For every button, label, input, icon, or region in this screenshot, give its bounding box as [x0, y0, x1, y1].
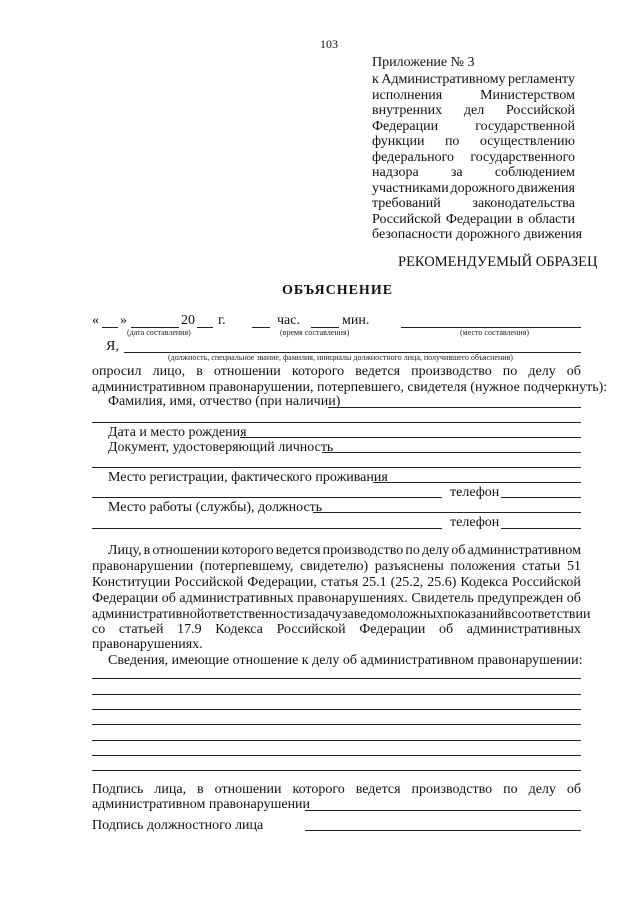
word: в [504, 607, 512, 622]
appendix-word: по [444, 134, 460, 149]
intro-line-1 [92, 364, 581, 380]
document-title: ОБЪЯСНЕНИЕ [282, 283, 394, 298]
word: ложных [396, 607, 444, 622]
intro-line-2: административном правонарушении, потерпевшего, свидетеля (нужное подчеркнуть): [92, 380, 608, 395]
word: административном [467, 543, 581, 558]
ya-label: Я, [106, 339, 119, 354]
word: лица, [154, 782, 187, 797]
word: правонарушении [92, 559, 194, 574]
appendix-word: Федерации [445, 211, 512, 227]
appendix-line [372, 72, 575, 88]
word: со [92, 622, 106, 637]
word: дачу [315, 607, 343, 622]
word: об [566, 364, 581, 379]
page-number: 103 [320, 37, 338, 51]
appendix-line [372, 181, 575, 197]
word: Лицу, [108, 543, 142, 558]
word: Федерации, [247, 575, 317, 590]
appendix-line [372, 88, 575, 104]
appendix-word: законодательства [472, 196, 575, 211]
phone-label-1: телефон [450, 485, 500, 500]
word: заведомо [342, 607, 397, 622]
appendix-word: участниками [372, 180, 449, 196]
rights-line-7: правонарушениях. [92, 637, 203, 652]
info-line-4[interactable] [92, 724, 581, 725]
info-line-6[interactable] [92, 755, 581, 756]
rights-line-4 [92, 591, 581, 607]
appendix-word: надзора [372, 165, 419, 180]
appendix-line [372, 165, 575, 181]
info-label: Сведения, имеющие отношение к делу об административном правонарушении: [108, 653, 583, 668]
rights-line-5 [92, 607, 591, 623]
appendix-word: Российской [505, 103, 575, 118]
phone-line-2[interactable] [501, 528, 581, 529]
word: Федерации [359, 622, 426, 637]
word: положения [450, 559, 516, 574]
word: за [303, 607, 316, 622]
appendix-line [372, 119, 575, 135]
phone-line-1[interactable] [501, 497, 581, 498]
signature-person-line[interactable] [305, 810, 581, 811]
appendix-word: требований [372, 196, 441, 211]
appendix-word: функции [372, 134, 425, 149]
registration-line[interactable] [373, 482, 581, 483]
rights-line-6 [92, 622, 581, 638]
word: по [503, 782, 518, 797]
word: статьи [522, 559, 561, 574]
work-label: Место работы (службы), должность [108, 500, 323, 515]
info-line-7[interactable] [92, 770, 581, 771]
work-line-2[interactable] [92, 528, 442, 529]
signature-official-label: Подпись должностного лица [92, 818, 264, 833]
appendix-word: к [372, 72, 379, 87]
word: ведется [355, 364, 401, 379]
hours-label: час. [277, 313, 300, 328]
info-line-3[interactable] [92, 709, 581, 710]
word: предупрежден [477, 591, 564, 606]
phone-label-2: телефон [450, 515, 500, 530]
word: Свидетель [411, 591, 474, 606]
year-suffix: г. [218, 313, 226, 328]
registration-label: Место регистрации, фактического проживания [108, 470, 388, 485]
word: ведется [355, 782, 401, 797]
birth-label: Дата и место рождения [108, 425, 247, 440]
work-line[interactable] [313, 512, 581, 513]
word: соответствии [511, 607, 591, 622]
word: 17.9 [177, 622, 202, 637]
appendix-word: дел [463, 103, 485, 118]
word: Российской [511, 575, 581, 590]
official-caption: (должность, специальное звание, фамилия, инициалы должностного лица, получившего объяснения) [168, 353, 513, 362]
word: делу [528, 364, 556, 379]
document-line-2[interactable] [92, 467, 581, 468]
word: свидетелю) [300, 559, 369, 574]
word: отношении [214, 782, 282, 797]
word: в [143, 543, 151, 558]
word: которого [221, 543, 274, 558]
appendix-word: Федерации [372, 118, 439, 134]
word: лицо, [152, 364, 186, 379]
word: правонарушениях. [297, 591, 408, 606]
word: статьей [118, 622, 164, 637]
appendix-word: в [516, 211, 524, 227]
quote-close: » [120, 313, 127, 328]
word: 25.6) [427, 575, 457, 590]
document-label: Документ, удостоверяющий личность [108, 440, 334, 455]
appendix-line-last: безопасности дорожного движения [372, 227, 583, 242]
appendix-word: движения [516, 180, 575, 196]
appendix-word: осуществлению [479, 134, 575, 149]
word: в [197, 782, 204, 797]
word: статья [320, 575, 359, 590]
minutes-label: мин. [342, 313, 370, 328]
word: Конституции [92, 575, 171, 590]
appendix-word: внутренних [372, 103, 443, 118]
hours-line[interactable] [252, 327, 270, 328]
rights-line-1 [108, 543, 581, 559]
place-caption: (место составления) [460, 328, 529, 337]
info-line-5[interactable] [92, 740, 581, 741]
appendix-word: федерального [372, 149, 455, 165]
appendix-line [372, 196, 575, 212]
rights-line-3 [92, 575, 581, 591]
appendix-word: за [450, 165, 463, 180]
date-caption: (дата составления) [127, 328, 191, 337]
word: административной [92, 607, 205, 622]
word: по [405, 543, 420, 558]
word: по [502, 364, 518, 379]
appendix-word: Российской [372, 211, 441, 227]
word: об [439, 622, 454, 637]
word: (потерпевшему, [199, 559, 294, 574]
sample-label: РЕКОМЕНДУЕМЫЙ ОБРАЗЕЦ [398, 254, 598, 270]
word: 25.1 [362, 575, 387, 590]
appendix-word: области [528, 211, 575, 227]
word: Кодекса [460, 575, 508, 590]
word: Федерации [92, 591, 159, 606]
word: отношении [152, 543, 220, 558]
word: опросил [92, 364, 142, 379]
signature-official-line[interactable] [305, 830, 581, 831]
day-line[interactable] [102, 327, 118, 328]
time-caption: (время составления) [280, 328, 350, 337]
year-prefix: 20 [181, 313, 195, 328]
word: Российской [276, 622, 346, 637]
registration-line-2[interactable] [92, 497, 442, 498]
word: показаний [443, 607, 505, 622]
word: об [161, 591, 176, 606]
word: производство [411, 782, 493, 797]
word: Подпись [92, 782, 144, 797]
appendix-word: соблюдением [494, 165, 575, 180]
word: делу [528, 782, 556, 797]
word: производство [322, 543, 404, 558]
word: делу [421, 543, 450, 558]
word: 51 [567, 559, 581, 574]
word: об [566, 591, 581, 606]
appendix-word: Административному [381, 72, 506, 87]
word: которого [291, 364, 345, 379]
appendix-word: государственной [475, 118, 575, 134]
word: разъяснены [374, 559, 444, 574]
word: об [566, 782, 581, 797]
birth-line[interactable] [240, 437, 581, 438]
year-line[interactable] [197, 327, 213, 328]
appendix-word: регламенту [508, 72, 575, 87]
word: отношении [213, 364, 281, 379]
signature-person-line-1 [92, 782, 581, 798]
word: в [196, 364, 203, 379]
appendix-word: дорожного [450, 180, 515, 196]
appendix-word: исполнения [372, 87, 443, 103]
rights-line-2 [92, 559, 581, 575]
word: административных [179, 591, 294, 606]
appendix-word: Министерством [480, 87, 575, 103]
word: ответственности [204, 607, 304, 622]
fio-label: Фамилия, имя, отчество (при наличии) [108, 394, 341, 409]
fio-line[interactable] [328, 407, 581, 408]
appendix-line [372, 134, 575, 150]
word: Российской [174, 575, 244, 590]
info-line-1[interactable] [92, 678, 581, 679]
appendix-line [372, 212, 575, 228]
word: ведется [275, 543, 321, 558]
word: об [451, 543, 466, 558]
fio-line-2[interactable] [92, 422, 581, 423]
appendix-line [372, 103, 575, 119]
appendix-word: государственного [470, 149, 575, 165]
word: Кодекса [215, 622, 263, 637]
word: административных [466, 622, 581, 637]
word: которого [292, 782, 345, 797]
appendix-line [372, 150, 575, 166]
document-line[interactable] [322, 452, 581, 453]
quote-open: « [92, 313, 99, 328]
word: (25.2, [390, 575, 424, 590]
info-line-2[interactable] [92, 694, 581, 695]
appendix-title: Приложение № 3 [372, 55, 475, 70]
word: производство [411, 364, 492, 379]
signature-person-line-2: административном правонарушении [92, 797, 311, 812]
